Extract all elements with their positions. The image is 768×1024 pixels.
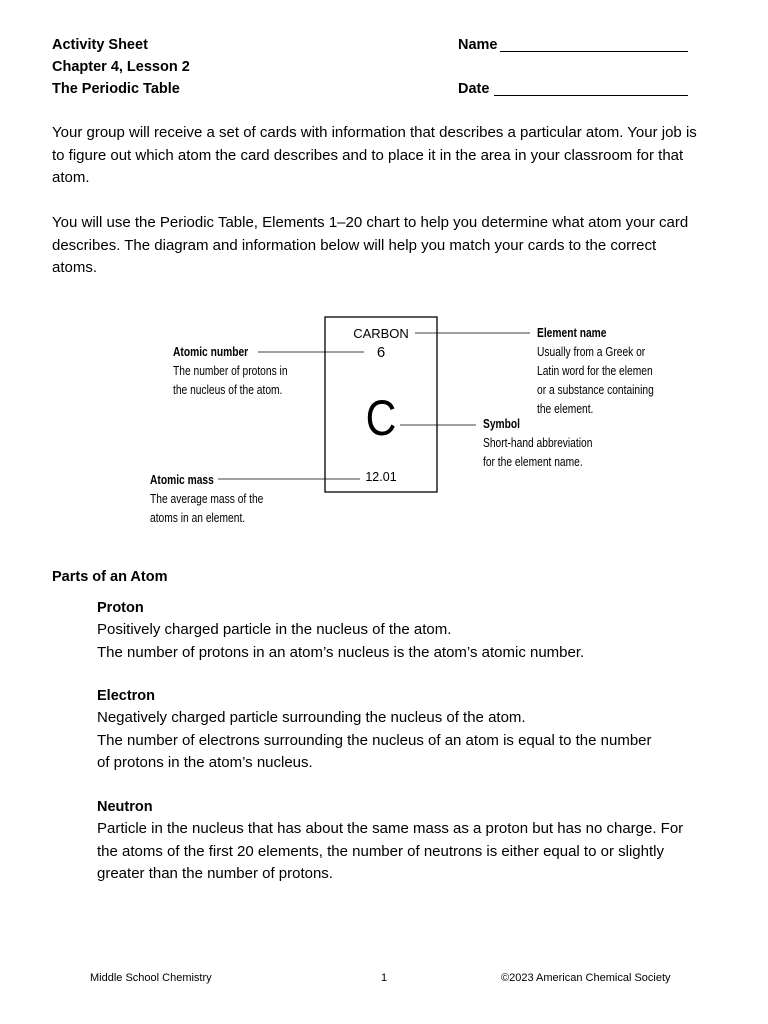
atomic-number-annotation	[173, 343, 313, 400]
atomic-mass-label: Atomic mass	[150, 473, 214, 487]
proton-line: The number of protons in an atom’s nucleus is the atom’s atomic number.	[97, 643, 585, 661]
electron-line: Negatively charged particle surrounding the nucleus of the atom.	[97, 709, 526, 727]
neutron-title: Neutron	[97, 799, 153, 815]
neutron-section	[97, 796, 707, 886]
atomic-number-desc-line: The number of protons in	[173, 364, 288, 378]
name-label: Name	[458, 37, 498, 53]
element-name-desc-line: Latin word for the elemen	[537, 364, 653, 378]
date-label: Date	[458, 81, 490, 97]
element-name-annotation	[537, 324, 661, 419]
card-element-name: CARBON	[353, 326, 409, 341]
parts-of-atom-heading: Parts of an Atom	[52, 569, 168, 585]
element-name-label: Element name	[537, 326, 607, 340]
symbol-annotation	[483, 415, 616, 472]
footer-copyright: ©2023 American Chemical Society	[501, 972, 671, 984]
atomic-mass-desc-line: atoms in an element.	[150, 511, 246, 525]
intro-paragraph-1: Your group will receive a set of cards with information that describes a particular atom. Your job is to figure out which atom the card describes and to place it in the area in your classroom for that atom.	[52, 124, 697, 187]
neutron-text: Particle in the nucleus that has about the same mass as a proton but has no charge. For the atoms of the first 20 elements, the number of neutrons is either equal to or slightly greater than the number of protons.	[97, 820, 684, 883]
symbol-label: Symbol	[483, 417, 521, 431]
proton-section	[97, 597, 707, 664]
electron-title: Electron	[97, 688, 156, 704]
atomic-mass-annotation	[150, 471, 288, 528]
card-atomic-mass: 12.01	[365, 470, 397, 484]
symbol-desc-line: Short-hand abbreviation	[483, 436, 593, 450]
intro-paragraph-2: You will use the Periodic Table, Elements 1–20 chart to help you determine what atom your card describes. The diagram and information below will help you match your cards to the correct atoms.	[52, 214, 689, 277]
element-name-desc-line: the element.	[537, 402, 594, 416]
electron-line: The number of electrons surrounding the nucleus of an atom is equal to the number of protons in the atom’s nucleus.	[97, 731, 652, 772]
atomic-number-label: Atomic number	[173, 345, 249, 359]
footer-course: Middle School Chemistry	[90, 972, 212, 984]
element-name-desc-line: Usually from a Greek or	[537, 345, 646, 359]
symbol-desc-line: for the element name.	[483, 455, 583, 469]
proton-line: Positively charged particle in the nucleus of the atom.	[97, 621, 452, 639]
electron-section	[97, 685, 707, 775]
element-name-desc-line: or a substance containing	[537, 383, 654, 397]
footer-page-number: 1	[381, 972, 388, 984]
card-symbol: C	[365, 390, 397, 446]
header-line-chapter: Chapter 4, Lesson 2	[52, 59, 190, 75]
header-line-topic: The Periodic Table	[52, 81, 180, 97]
atomic-number-desc-line: the nucleus of the atom.	[173, 383, 283, 397]
header-line-activity-sheet: Activity Sheet	[52, 37, 148, 53]
proton-title: Proton	[97, 600, 144, 616]
card-atomic-number: 6	[376, 344, 386, 361]
atomic-mass-desc-line: The average mass of the	[150, 492, 264, 506]
